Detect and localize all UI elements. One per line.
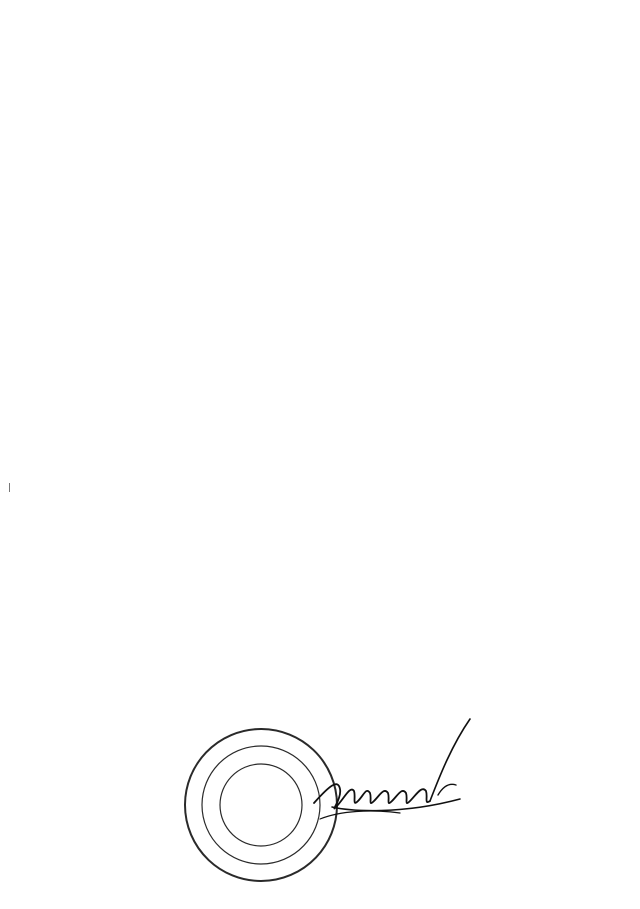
document-body: [112, 69, 590, 73]
handwritten-signature: [310, 715, 490, 835]
scan-margin-mark: [9, 483, 10, 492]
